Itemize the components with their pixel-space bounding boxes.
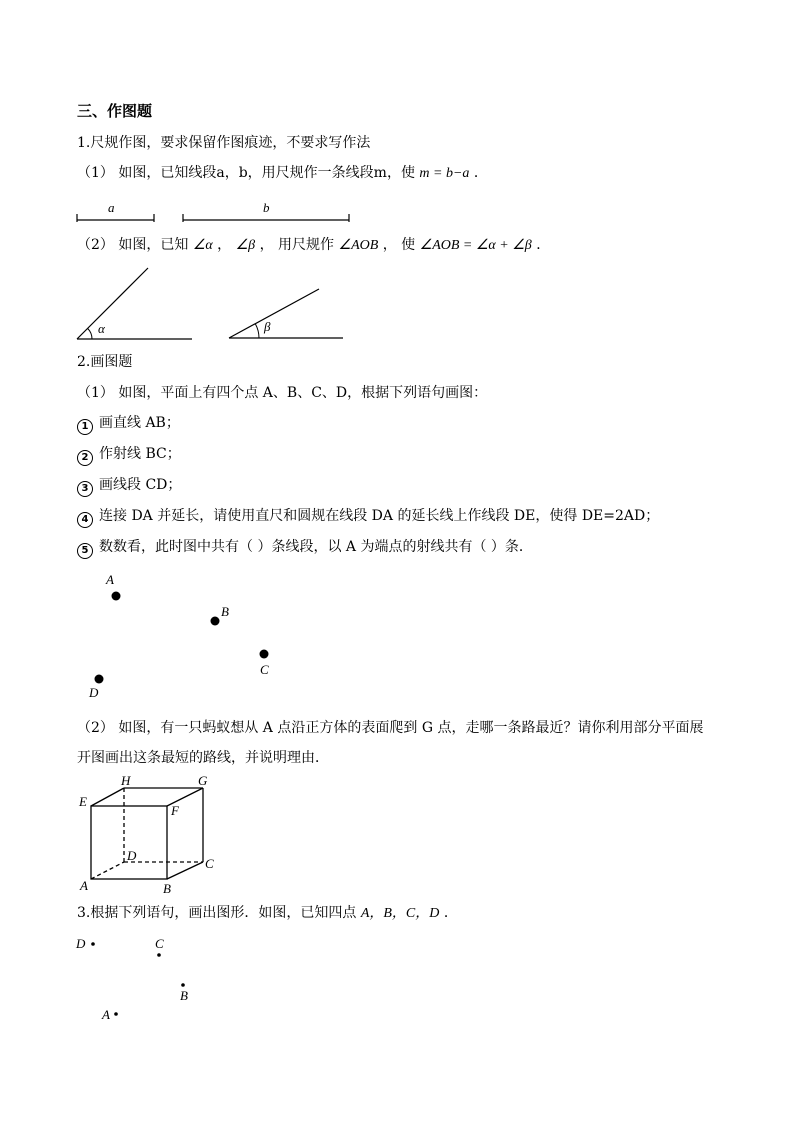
q2-part2-line2: 开图画出这条最短的路线，并说明理由． [77,750,329,766]
q3-point-d [91,942,95,946]
point-b-label: B [221,604,229,619]
q3-stem [77,904,458,923]
segment-b-label: b [263,200,270,215]
q1-part1-formula: m = b−a [419,166,470,181]
q3-point-c [157,953,161,957]
cube-figure [91,788,203,879]
q1-part2-sep: ， [217,237,232,253]
q3-point-c-label: C [155,936,164,951]
cube-labels [78,773,214,896]
cube-label-e: E [79,794,87,809]
q2-part2-line1: （2） 如图，有一只蚂蚁想从 A 点沿正方体的表面爬到 G 点，走哪一条路最近？请你利用部分平面展 [77,720,704,736]
point-c-label: C [260,662,269,677]
q2-point-set [88,572,269,700]
section-title: 三、作图题 [77,102,153,120]
step-number-3: 3 [77,481,93,497]
q1-part2-text: （2） 如图，已知 [77,237,189,253]
cube-label-d: D [127,848,137,863]
q3-points-text: A，B，C，D [360,906,440,921]
q3-point-a-label: A [102,1007,110,1022]
q2-stem: 2.画图题 [77,354,133,370]
point-a-label: A [106,572,114,587]
q1-part2-aob: ∠AOB [338,238,379,253]
step-number-2: 2 [77,450,93,466]
q1-part2-mid: ， 用尺规作 [259,237,335,253]
point-a [112,592,121,601]
cube-label-h: H [121,773,131,788]
step-text-1: 画直线 AB； [99,415,180,431]
q1-part2-end: ． [536,237,551,253]
q1-part2-beta: ∠β [235,238,256,253]
q1-part1-end: ． [473,165,488,181]
q1-stem: 1.尺规作图，要求保留作图痕迹，不要求写作法 [77,135,371,151]
step-text-3: 画线段 CD； [99,477,182,493]
step-text-5: 数数看，此时图中共有（ ）条线段，以 A 为端点的射线共有（ ）条． [99,539,533,555]
q1-part2-formula: ∠AOB = ∠α + ∠β [419,238,532,253]
segment-a-label: a [108,200,115,215]
point-b [211,617,220,626]
step-number-5: 5 [77,543,93,559]
cube-label-g: G [198,773,208,788]
step-text-4: 连接 DA 并延长，请使用直尺和圆规在线段 DA 的延长线上作线段 DE，使得 DE=2AD； [99,508,660,524]
point-d [95,675,104,684]
angle-alpha-label: α [98,321,105,336]
q3-point-set [75,936,188,1022]
q3-point-a [114,1012,118,1016]
q3-stem-text: 3.根据下列语句，画出图形．如图，已知四点 [77,905,357,921]
q3-end: ． [443,905,458,921]
q1-part2-mid2: ， 使 [382,237,416,253]
step-number-1: 1 [77,419,93,435]
point-d-label: D [89,685,99,700]
step-text-2: 作射线 BC； [99,446,181,462]
step-number-4: 4 [77,512,93,528]
q3-point-b [181,983,185,987]
q2-part1-text: （1） 如图，平面上有四个点 A、B、C、D，根据下列语句画图： [77,385,488,401]
point-c [260,650,269,659]
q1-part2-alpha: ∠α [192,238,213,253]
q3-point-b-label: B [180,988,188,1003]
cube-label-f: F [171,803,179,818]
cube-label-b: B [163,881,171,896]
q3-point-d-label: D [76,936,86,951]
cube-label-c: C [205,856,214,871]
cube-label-a: A [80,878,88,893]
angle-beta-label: β [264,319,271,334]
q1-part1-text: （1） 如图，已知线段a，b，用尺规作一条线段m，使 [77,165,415,181]
